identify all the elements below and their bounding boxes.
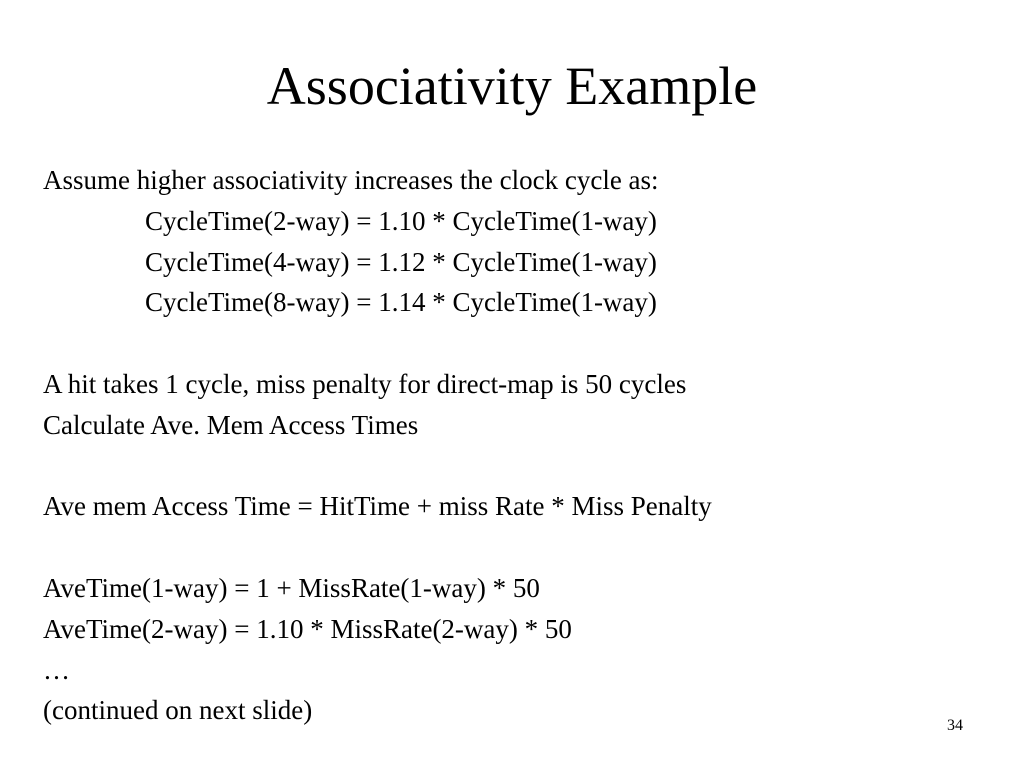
hit-penalty-line: A hit takes 1 cycle, miss penalty for direct-map is 50 cycles bbox=[43, 368, 687, 399]
ellipsis-line: … bbox=[43, 654, 70, 685]
cycletime-8way-line: CycleTime(8-way) = 1.14 * CycleTime(1-way) bbox=[145, 287, 657, 318]
slide-body bbox=[43, 160, 983, 731]
cycletime-4way-line: CycleTime(4-way) = 1.12 * CycleTime(1-way) bbox=[145, 246, 657, 277]
calculate-line: Calculate Ave. Mem Access Times bbox=[43, 409, 419, 440]
formula-line: Ave mem Access Time = HitTime + miss Rate * Miss Penalty bbox=[43, 491, 712, 522]
slide-title: Associativity Example bbox=[266, 56, 758, 116]
assumption-line: Assume higher associativity increases the clock cycle as: bbox=[43, 165, 659, 195]
blank-line bbox=[43, 527, 983, 568]
cycletime-2way-line: CycleTime(2-way) = 1.10 * CycleTime(1-way) bbox=[145, 205, 657, 236]
blank-line bbox=[43, 323, 983, 364]
avetime-2way-line: AveTime(2-way) = 1.10 * MissRate(2-way) * 50 bbox=[43, 613, 572, 644]
slide-number: 34 bbox=[947, 717, 963, 734]
blank-line bbox=[43, 446, 983, 487]
continued-line: (continued on next slide) bbox=[43, 695, 313, 726]
avetime-1way-line: AveTime(1-way) = 1 + MissRate(1-way) * 50 bbox=[43, 572, 540, 603]
